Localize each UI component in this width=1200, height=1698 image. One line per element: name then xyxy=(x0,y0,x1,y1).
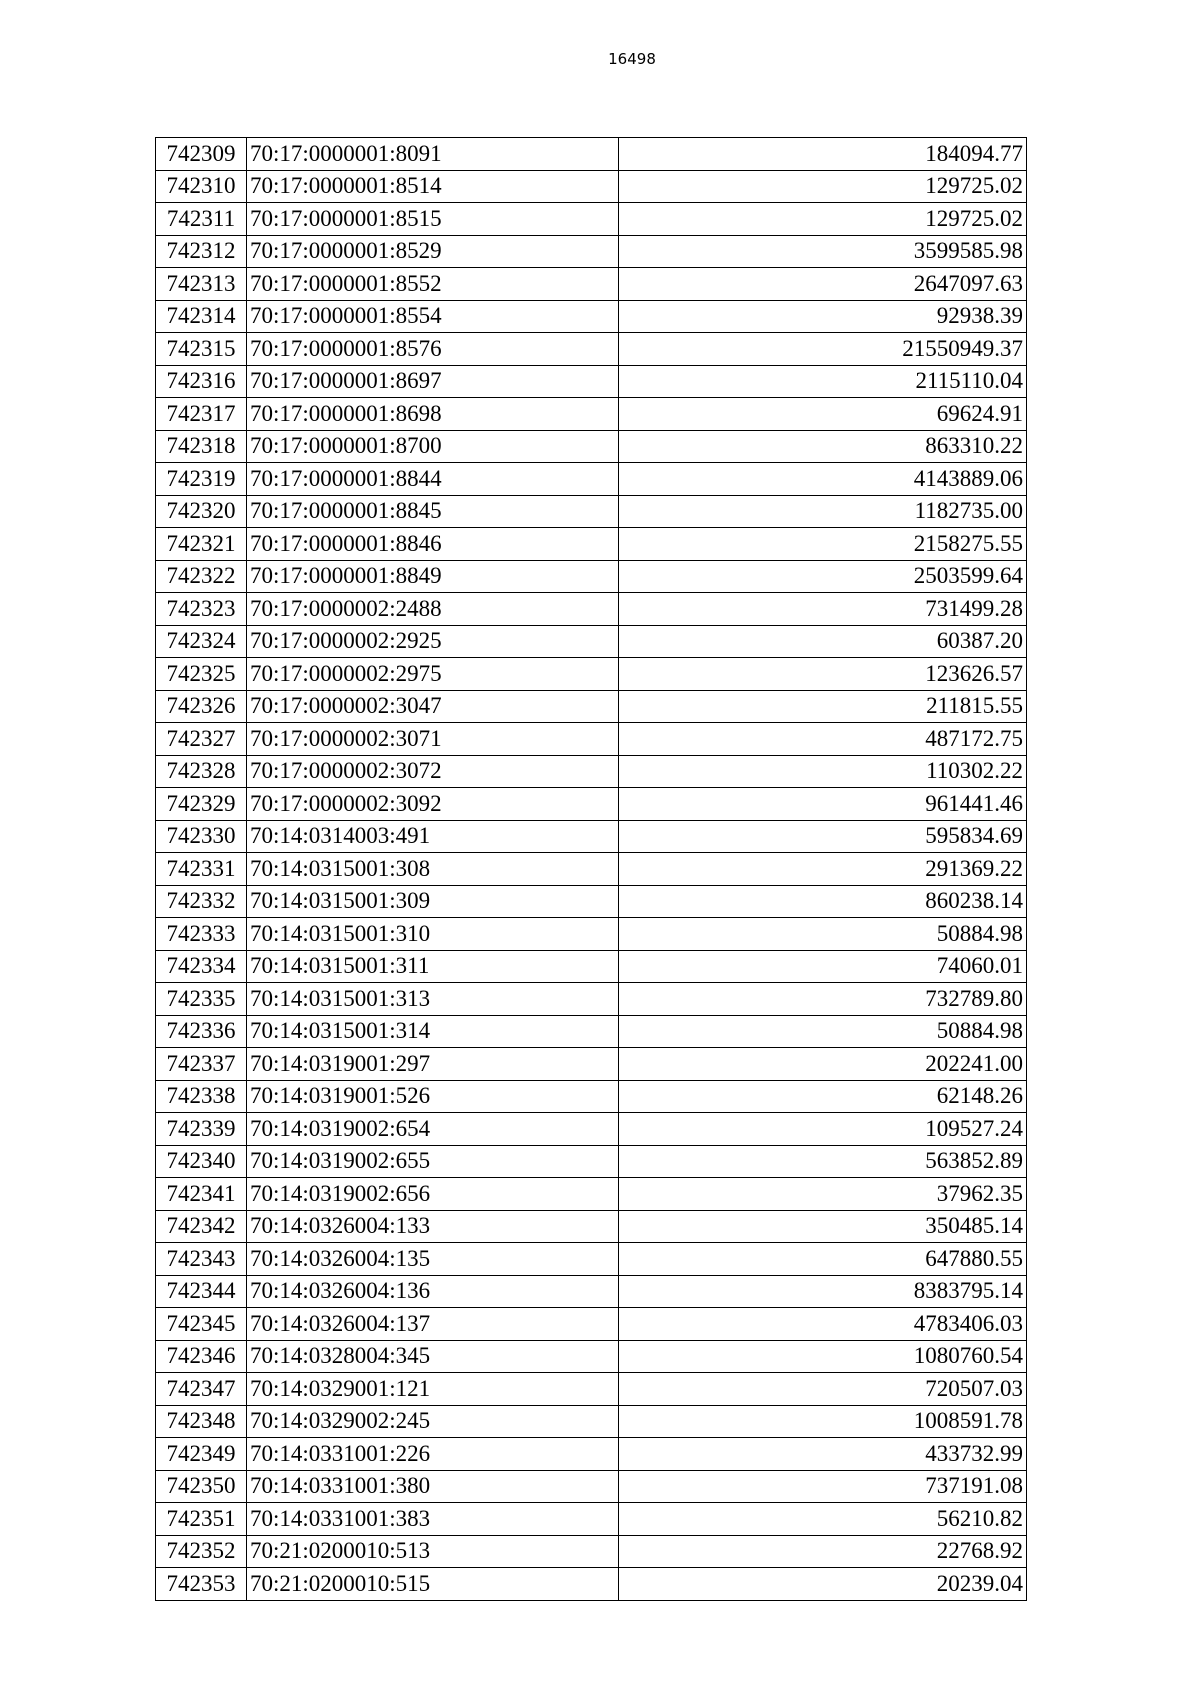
cadastral-number-cell: 70:14:0315001:313 xyxy=(247,983,619,1016)
cadastral-value-cell: 110302.22 xyxy=(619,755,1027,788)
cadastral-value-cell: 129725.02 xyxy=(619,203,1027,236)
cadastral-number-cell: 70:14:0326004:136 xyxy=(247,1275,619,1308)
table-row xyxy=(156,333,1027,366)
cadastral-number-cell: 70:14:0315001:314 xyxy=(247,1015,619,1048)
cadastral-number-cell: 70:14:0328004:345 xyxy=(247,1340,619,1373)
row-id-cell: 742312 xyxy=(156,235,247,268)
cadastral-number-cell: 70:17:0000001:8554 xyxy=(247,300,619,333)
table-row xyxy=(156,1048,1027,1081)
row-id-cell: 742338 xyxy=(156,1080,247,1113)
row-id-cell: 742348 xyxy=(156,1405,247,1438)
cadastral-value-cell: 21550949.37 xyxy=(619,333,1027,366)
row-id-cell: 742341 xyxy=(156,1178,247,1211)
cadastral-number-cell: 70:14:0315001:309 xyxy=(247,885,619,918)
cadastral-value-cell: 129725.02 xyxy=(619,170,1027,203)
cadastral-number-cell: 70:14:0326004:137 xyxy=(247,1308,619,1341)
table-row xyxy=(156,918,1027,951)
cadastral-value-cell: 8383795.14 xyxy=(619,1275,1027,1308)
cadastral-value-cell: 2158275.55 xyxy=(619,528,1027,561)
row-id-cell: 742335 xyxy=(156,983,247,1016)
cadastral-number-cell: 70:14:0319002:655 xyxy=(247,1145,619,1178)
cadastral-value-cell: 3599585.98 xyxy=(619,235,1027,268)
cadastral-value-cell: 961441.46 xyxy=(619,788,1027,821)
cadastral-number-cell: 70:17:0000001:8576 xyxy=(247,333,619,366)
row-id-cell: 742327 xyxy=(156,723,247,756)
cadastral-value-cell: 69624.91 xyxy=(619,398,1027,431)
row-id-cell: 742318 xyxy=(156,430,247,463)
cadastral-value-cell: 62148.26 xyxy=(619,1080,1027,1113)
row-id-cell: 742349 xyxy=(156,1438,247,1471)
table-row xyxy=(156,1178,1027,1211)
table-row xyxy=(156,1275,1027,1308)
cadastral-number-cell: 70:14:0315001:310 xyxy=(247,918,619,951)
row-id-cell: 742346 xyxy=(156,1340,247,1373)
cadastral-value-cell: 109527.24 xyxy=(619,1113,1027,1146)
cadastral-value-cell: 60387.20 xyxy=(619,625,1027,658)
row-id-cell: 742319 xyxy=(156,463,247,496)
table-row xyxy=(156,1113,1027,1146)
row-id-cell: 742347 xyxy=(156,1373,247,1406)
row-id-cell: 742350 xyxy=(156,1470,247,1503)
table-row xyxy=(156,1210,1027,1243)
cadastral-number-cell: 70:14:0319002:656 xyxy=(247,1178,619,1211)
cadastral-number-cell: 70:17:0000002:2925 xyxy=(247,625,619,658)
table-row xyxy=(156,1308,1027,1341)
table-row xyxy=(156,1568,1027,1601)
table-row xyxy=(156,853,1027,886)
table-row xyxy=(156,398,1027,431)
row-id-cell: 742323 xyxy=(156,593,247,626)
table-row xyxy=(156,885,1027,918)
row-id-cell: 742351 xyxy=(156,1503,247,1536)
cadastral-number-cell: 70:17:0000001:8700 xyxy=(247,430,619,463)
cadastral-number-cell: 70:17:0000002:3071 xyxy=(247,723,619,756)
cadastral-number-cell: 70:14:0329001:121 xyxy=(247,1373,619,1406)
cadastral-number-cell: 70:14:0319001:526 xyxy=(247,1080,619,1113)
table-row xyxy=(156,625,1027,658)
cadastral-value-cell: 37962.35 xyxy=(619,1178,1027,1211)
cadastral-number-cell: 70:17:0000001:8698 xyxy=(247,398,619,431)
cadastral-number-cell: 70:14:0314003:491 xyxy=(247,820,619,853)
row-id-cell: 742339 xyxy=(156,1113,247,1146)
cadastral-value-cell: 563852.89 xyxy=(619,1145,1027,1178)
table-row xyxy=(156,1145,1027,1178)
cadastral-value-cell: 4143889.06 xyxy=(619,463,1027,496)
table-body xyxy=(156,138,1027,1601)
row-id-cell: 742332 xyxy=(156,885,247,918)
cadastral-value-cell: 123626.57 xyxy=(619,658,1027,691)
row-id-cell: 742337 xyxy=(156,1048,247,1081)
table-row xyxy=(156,463,1027,496)
row-id-cell: 742352 xyxy=(156,1535,247,1568)
cadastral-value-cell: 4783406.03 xyxy=(619,1308,1027,1341)
row-id-cell: 742321 xyxy=(156,528,247,561)
cadastral-number-cell: 70:17:0000002:2975 xyxy=(247,658,619,691)
cadastral-number-cell: 70:17:0000001:8529 xyxy=(247,235,619,268)
cadastral-number-cell: 70:14:0326004:135 xyxy=(247,1243,619,1276)
cadastral-number-cell: 70:14:0326004:133 xyxy=(247,1210,619,1243)
table-row xyxy=(156,820,1027,853)
table-row xyxy=(156,1503,1027,1536)
row-id-cell: 742344 xyxy=(156,1275,247,1308)
table-row xyxy=(156,170,1027,203)
table-row xyxy=(156,755,1027,788)
table-row xyxy=(156,203,1027,236)
table-row xyxy=(156,1405,1027,1438)
table-row xyxy=(156,300,1027,333)
table-row xyxy=(156,235,1027,268)
row-id-cell: 742330 xyxy=(156,820,247,853)
cadastral-value-cell: 50884.98 xyxy=(619,1015,1027,1048)
cadastral-number-cell: 70:21:0200010:515 xyxy=(247,1568,619,1601)
table-row xyxy=(156,1015,1027,1048)
cadastral-number-cell: 70:14:0329002:245 xyxy=(247,1405,619,1438)
cadastral-value-cell: 433732.99 xyxy=(619,1438,1027,1471)
row-id-cell: 742314 xyxy=(156,300,247,333)
table-row xyxy=(156,268,1027,301)
cadastral-number-cell: 70:17:0000002:3092 xyxy=(247,788,619,821)
table-row xyxy=(156,723,1027,756)
cadastral-value-cell: 1008591.78 xyxy=(619,1405,1027,1438)
row-id-cell: 742325 xyxy=(156,658,247,691)
cadastral-number-cell: 70:17:0000001:8845 xyxy=(247,495,619,528)
table-row xyxy=(156,690,1027,723)
cadastral-value-cell: 731499.28 xyxy=(619,593,1027,626)
cadastral-value-cell: 2503599.64 xyxy=(619,560,1027,593)
row-id-cell: 742311 xyxy=(156,203,247,236)
cadastral-value-cell: 56210.82 xyxy=(619,1503,1027,1536)
cadastral-number-cell: 70:17:0000001:8515 xyxy=(247,203,619,236)
cadastral-number-cell: 70:17:0000001:8844 xyxy=(247,463,619,496)
row-id-cell: 742353 xyxy=(156,1568,247,1601)
table-row xyxy=(156,983,1027,1016)
row-id-cell: 742336 xyxy=(156,1015,247,1048)
cadastral-value-cell: 860238.14 xyxy=(619,885,1027,918)
cadastral-value-cell: 22768.92 xyxy=(619,1535,1027,1568)
cadastral-value-cell: 732789.80 xyxy=(619,983,1027,1016)
row-id-cell: 742343 xyxy=(156,1243,247,1276)
row-id-cell: 742328 xyxy=(156,755,247,788)
table-row xyxy=(156,365,1027,398)
table-row xyxy=(156,1535,1027,1568)
cadastral-value-cell: 737191.08 xyxy=(619,1470,1027,1503)
cadastral-number-cell: 70:17:0000002:3047 xyxy=(247,690,619,723)
cadastral-value-cell: 92938.39 xyxy=(619,300,1027,333)
table-row xyxy=(156,1470,1027,1503)
cadastral-number-cell: 70:17:0000002:2488 xyxy=(247,593,619,626)
row-id-cell: 742309 xyxy=(156,138,247,171)
row-id-cell: 742326 xyxy=(156,690,247,723)
cadastral-number-cell: 70:17:0000002:3072 xyxy=(247,755,619,788)
cadastral-value-cell: 1182735.00 xyxy=(619,495,1027,528)
cadastral-value-cell: 863310.22 xyxy=(619,430,1027,463)
table-row xyxy=(156,1373,1027,1406)
row-id-cell: 742324 xyxy=(156,625,247,658)
table-row xyxy=(156,1438,1027,1471)
table-row xyxy=(156,560,1027,593)
row-id-cell: 742313 xyxy=(156,268,247,301)
cadastral-number-cell: 70:14:0319001:297 xyxy=(247,1048,619,1081)
cadastral-number-cell: 70:17:0000001:8091 xyxy=(247,138,619,171)
row-id-cell: 742345 xyxy=(156,1308,247,1341)
cadastral-number-cell: 70:14:0331001:380 xyxy=(247,1470,619,1503)
table-row xyxy=(156,950,1027,983)
cadastral-value-cell: 202241.00 xyxy=(619,1048,1027,1081)
row-id-cell: 742331 xyxy=(156,853,247,886)
cadastral-value-cell: 211815.55 xyxy=(619,690,1027,723)
cadastral-value-cell: 487172.75 xyxy=(619,723,1027,756)
table-row xyxy=(156,528,1027,561)
row-id-cell: 742317 xyxy=(156,398,247,431)
cadastral-value-cell: 595834.69 xyxy=(619,820,1027,853)
row-id-cell: 742315 xyxy=(156,333,247,366)
row-id-cell: 742320 xyxy=(156,495,247,528)
row-id-cell: 742316 xyxy=(156,365,247,398)
row-id-cell: 742310 xyxy=(156,170,247,203)
table-row xyxy=(156,1243,1027,1276)
cadastral-number-cell: 70:17:0000001:8697 xyxy=(247,365,619,398)
row-id-cell: 742329 xyxy=(156,788,247,821)
cadastral-number-cell: 70:17:0000001:8514 xyxy=(247,170,619,203)
cadastral-value-cell: 350485.14 xyxy=(619,1210,1027,1243)
cadastral-number-cell: 70:17:0000001:8846 xyxy=(247,528,619,561)
cadastral-value-cell: 1080760.54 xyxy=(619,1340,1027,1373)
cadastral-value-cell: 2647097.63 xyxy=(619,268,1027,301)
table-row xyxy=(156,430,1027,463)
page-number: 16498 xyxy=(608,50,656,68)
cadastral-value-cell: 20239.04 xyxy=(619,1568,1027,1601)
row-id-cell: 742322 xyxy=(156,560,247,593)
cadastral-value-table xyxy=(155,137,1027,1601)
table-row xyxy=(156,788,1027,821)
table-row xyxy=(156,495,1027,528)
table-row xyxy=(156,593,1027,626)
cadastral-value-cell: 291369.22 xyxy=(619,853,1027,886)
cadastral-value-cell: 2115110.04 xyxy=(619,365,1027,398)
row-id-cell: 742333 xyxy=(156,918,247,951)
cadastral-value-cell: 647880.55 xyxy=(619,1243,1027,1276)
table-row xyxy=(156,658,1027,691)
table-row xyxy=(156,138,1027,171)
cadastral-number-cell: 70:21:0200010:513 xyxy=(247,1535,619,1568)
cadastral-number-cell: 70:14:0315001:308 xyxy=(247,853,619,886)
cadastral-number-cell: 70:14:0319002:654 xyxy=(247,1113,619,1146)
row-id-cell: 742342 xyxy=(156,1210,247,1243)
cadastral-value-cell: 50884.98 xyxy=(619,918,1027,951)
cadastral-value-cell: 720507.03 xyxy=(619,1373,1027,1406)
table-row xyxy=(156,1080,1027,1113)
cadastral-value-cell: 184094.77 xyxy=(619,138,1027,171)
cadastral-value-cell: 74060.01 xyxy=(619,950,1027,983)
cadastral-number-cell: 70:14:0331001:226 xyxy=(247,1438,619,1471)
cadastral-number-cell: 70:17:0000001:8552 xyxy=(247,268,619,301)
cadastral-number-cell: 70:17:0000001:8849 xyxy=(247,560,619,593)
cadastral-number-cell: 70:14:0315001:311 xyxy=(247,950,619,983)
row-id-cell: 742334 xyxy=(156,950,247,983)
row-id-cell: 742340 xyxy=(156,1145,247,1178)
table-row xyxy=(156,1340,1027,1373)
cadastral-number-cell: 70:14:0331001:383 xyxy=(247,1503,619,1536)
